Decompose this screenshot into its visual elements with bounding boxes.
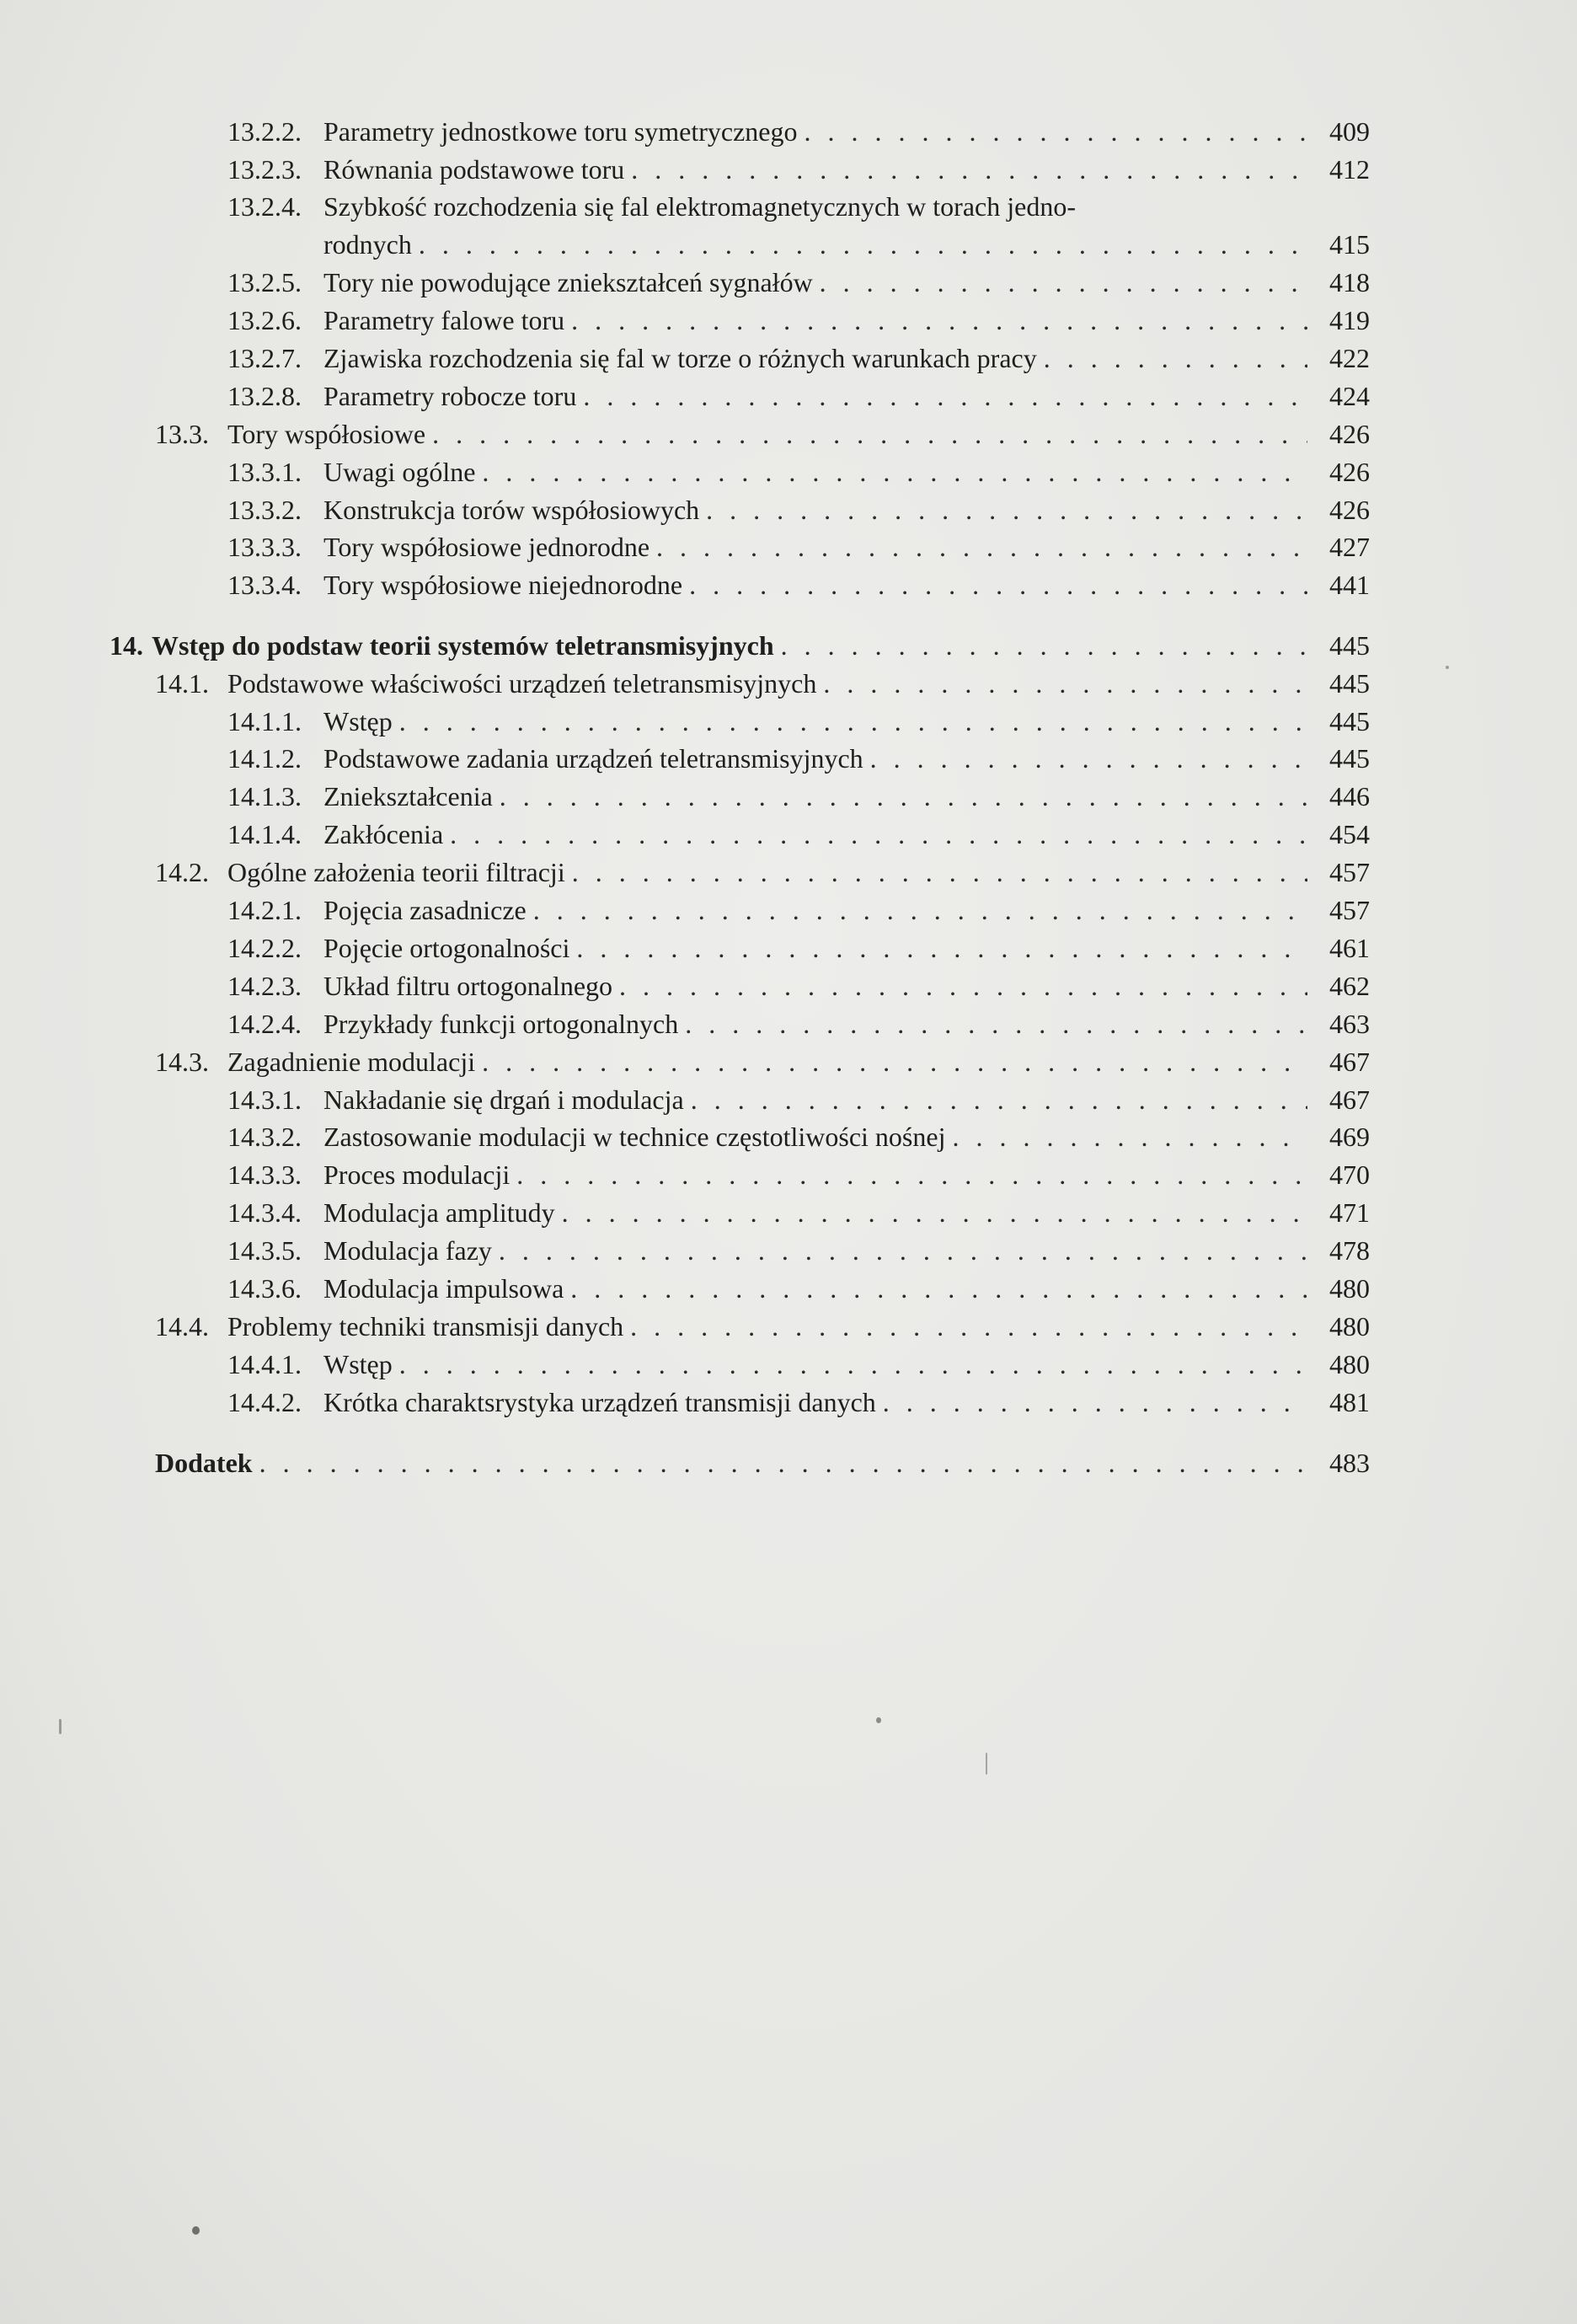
leader-dots <box>691 1083 1307 1116</box>
section-number: 13.3. <box>155 419 209 449</box>
toc-entry <box>227 1120 1370 1157</box>
leader-dots <box>572 855 1307 889</box>
leader-dots <box>619 969 1307 1003</box>
leader-dots <box>823 667 1307 700</box>
toc-entry <box>227 455 1370 492</box>
page-number: 424 <box>1329 381 1370 411</box>
page-number: 480 <box>1329 1311 1370 1341</box>
toc-entry <box>227 1272 1370 1309</box>
leader-dots <box>533 893 1307 927</box>
leader-dots <box>399 704 1307 738</box>
toc-entry <box>155 855 1370 892</box>
section-number: 14.3.4. <box>227 1197 302 1228</box>
leader-dots <box>399 1347 1307 1381</box>
chapter-number: 14. <box>110 630 143 661</box>
section-number: 13.2.4. <box>227 191 302 222</box>
section-title: Podstawowe zadania urządzeń teletransmisyjnych <box>323 743 863 774</box>
toc-entry <box>227 1196 1370 1233</box>
toc-entry <box>227 493 1370 530</box>
section-title: Pojęcia zasadnicze <box>323 895 527 925</box>
page-number: 467 <box>1329 1084 1370 1115</box>
section-title: Wstęp <box>323 706 393 736</box>
toc-entry <box>227 379 1370 416</box>
toc-entry <box>227 1347 1370 1384</box>
toc-entry <box>227 190 1370 227</box>
page-number: 445 <box>1329 706 1370 736</box>
section-title: Tory nie powodujące zniekształceń sygnałów <box>323 267 813 297</box>
section-number: 13.2.6. <box>227 305 302 335</box>
leader-dots <box>482 1045 1307 1079</box>
section-title: Wstęp <box>323 1349 393 1379</box>
toc-entry <box>227 1385 1370 1422</box>
leader-dots <box>583 379 1307 413</box>
paper-speck <box>876 1717 881 1723</box>
section-number: 14.3.6. <box>227 1273 302 1304</box>
section-number: 14.2.3. <box>227 971 302 1001</box>
toc-entry <box>227 341 1370 378</box>
section-title: Pojęcie ortogonalności <box>323 933 570 963</box>
paper-speck <box>192 2226 200 2235</box>
section-number: 13.2.5. <box>227 267 302 297</box>
page-number: 427 <box>1329 532 1370 562</box>
section-number: 13.2.2. <box>227 116 302 147</box>
toc-entry <box>227 265 1370 303</box>
section-title: Zniekształcenia <box>323 781 493 811</box>
page-number: 445 <box>1329 630 1370 661</box>
page-number: 480 <box>1329 1349 1370 1379</box>
section-title: Przykłady funkcji ortogonalnych <box>323 1009 679 1039</box>
leader-dots <box>706 493 1307 527</box>
page-number: 471 <box>1329 1197 1370 1228</box>
section-title: Problemy techniki transmisji danych <box>227 1311 624 1341</box>
page-number: 422 <box>1329 343 1370 373</box>
toc-entry <box>227 153 1370 190</box>
page-number: 446 <box>1329 781 1370 811</box>
section-title: Szybkość rozchodzenia się fal elektromagnetycznych w torach jedno- <box>323 191 1076 222</box>
section-number: 13.2.8. <box>227 381 302 411</box>
section-number: 14.3.5. <box>227 1235 302 1266</box>
toc-entry <box>227 779 1370 817</box>
page-number: 483 <box>1329 1448 1370 1478</box>
toc-entry <box>155 417 1370 454</box>
leader-dots <box>571 303 1307 337</box>
section-number: 14.4.1. <box>227 1349 302 1379</box>
paper-fiber <box>986 1753 987 1775</box>
section-title: rodnych <box>323 229 412 260</box>
section-title: Parametry robocze toru <box>323 381 577 411</box>
page-number: 454 <box>1329 819 1370 849</box>
leader-dots <box>562 1196 1307 1229</box>
section-title: Konstrukcja torów współosiowych <box>323 495 700 525</box>
page-number: 445 <box>1329 668 1370 699</box>
section-number: 13.3.1. <box>227 457 302 487</box>
section-title: Parametry jednostkowe toru symetrycznego <box>323 116 798 147</box>
section-title: Modulacja impulsowa <box>323 1273 564 1304</box>
section-number: 14.1. <box>155 668 209 699</box>
leader-dots <box>656 530 1307 564</box>
leader-dots <box>689 568 1307 602</box>
page-number: 457 <box>1329 857 1370 887</box>
page-number: 426 <box>1329 495 1370 525</box>
toc-entry <box>155 1309 1370 1347</box>
toc-appendix-entry <box>155 1446 1370 1483</box>
toc-entry <box>227 115 1370 152</box>
page-number: 463 <box>1329 1009 1370 1039</box>
leader-dots <box>952 1120 1307 1154</box>
toc-entry <box>227 817 1370 854</box>
leader-dots <box>499 1234 1307 1267</box>
section-number: 14.4. <box>155 1311 209 1341</box>
section-number: 13.3.4. <box>227 570 302 600</box>
section-title: Równania podstawowe toru <box>323 154 625 185</box>
section-number: 13.2.3. <box>227 154 302 185</box>
section-title: Parametry falowe toru <box>323 305 565 335</box>
paper-fiber <box>59 1719 61 1734</box>
section-number: 14.3.2. <box>227 1122 302 1152</box>
page-number: 418 <box>1329 267 1370 297</box>
section-number: 14.3. <box>155 1047 209 1077</box>
section-title: Modulacja amplitudy <box>323 1197 555 1228</box>
leader-dots <box>781 629 1307 662</box>
leader-dots <box>419 228 1307 261</box>
leader-dots <box>432 417 1307 451</box>
section-number: 14.2.1. <box>227 895 302 925</box>
section-number: 14.1.1. <box>227 706 302 736</box>
chapter-title: Wstęp do podstaw teorii systemów teletransmisyjnych <box>152 630 774 661</box>
page-number: 457 <box>1329 895 1370 925</box>
page-number: 469 <box>1329 1122 1370 1152</box>
page-number: 481 <box>1329 1387 1370 1417</box>
toc-entry <box>155 1045 1370 1082</box>
leader-dots <box>500 779 1307 813</box>
page-number: 415 <box>1329 229 1370 260</box>
page-number: 478 <box>1329 1235 1370 1266</box>
section-number: 14.2. <box>155 857 209 887</box>
section-number: 14.1.4. <box>227 819 302 849</box>
paper-speck <box>1446 666 1449 669</box>
section-title: Tory współosiowe niejednorodne <box>323 570 683 600</box>
leader-dots <box>805 115 1308 148</box>
toc-entry <box>227 1007 1370 1044</box>
toc-entry <box>155 667 1370 704</box>
section-title: Zastosowanie modulacji w technice częstotliwości nośnej <box>323 1122 946 1152</box>
leader-dots <box>630 1309 1307 1343</box>
page-number: 419 <box>1329 305 1370 335</box>
leader-dots <box>631 153 1307 186</box>
page-number: 480 <box>1329 1273 1370 1304</box>
leader-dots <box>570 1272 1307 1305</box>
toc-entry <box>227 303 1370 340</box>
toc-entry <box>227 1083 1370 1120</box>
page-number: 445 <box>1329 743 1370 774</box>
toc-entry-continuation <box>227 228 1370 265</box>
page-number: 462 <box>1329 971 1370 1001</box>
section-title: Proces modulacji <box>323 1159 511 1190</box>
section-number: 14.2.2. <box>227 933 302 963</box>
leader-dots <box>883 1385 1307 1419</box>
section-number: 14.1.2. <box>227 743 302 774</box>
section-title: Ogólne założenia teorii filtracji <box>227 857 565 887</box>
page-number: 441 <box>1329 570 1370 600</box>
page-number: 470 <box>1329 1159 1370 1190</box>
section-title: Tory współosiowe <box>227 419 426 449</box>
section-title: Uwagi ogólne <box>323 457 476 487</box>
section-number: 14.2.4. <box>227 1009 302 1039</box>
section-title: Zjawiska rozchodzenia się fal w torze o różnych warunkach pracy <box>323 343 1037 373</box>
section-number: 13.3.3. <box>227 532 302 562</box>
leader-dots <box>516 1158 1307 1191</box>
section-title: Zagadnienie modulacji <box>227 1047 476 1077</box>
section-number: 13.3.2. <box>227 495 302 525</box>
section-title: Krótka charaktsrystyka urządzeń transmisji danych <box>323 1387 876 1417</box>
section-number: 14.3.1. <box>227 1084 302 1115</box>
section-title: Zakłócenia <box>323 819 444 849</box>
leader-dots <box>870 742 1307 775</box>
toc-entry <box>227 742 1370 779</box>
leader-dots <box>450 817 1307 851</box>
toc-entry <box>227 704 1370 742</box>
leader-dots <box>685 1007 1307 1041</box>
page-number: 426 <box>1329 457 1370 487</box>
toc-entry <box>227 530 1370 567</box>
leader-dots <box>576 931 1307 965</box>
section-number: 14.1.3. <box>227 781 302 811</box>
page-number: 409 <box>1329 116 1370 147</box>
section-title: Modulacja fazy <box>323 1235 492 1266</box>
page-number: 412 <box>1329 154 1370 185</box>
leader-dots <box>259 1446 1307 1480</box>
section-title: Układ filtru ortogonalnego <box>323 971 613 1001</box>
page-number: 426 <box>1329 419 1370 449</box>
toc-entry <box>227 931 1370 968</box>
section-number: 13.2.7. <box>227 343 302 373</box>
appendix-title: Dodatek <box>155 1448 253 1478</box>
section-title: Tory współosiowe jednorodne <box>323 532 650 562</box>
toc-entry <box>227 568 1370 605</box>
leader-dots <box>482 455 1307 489</box>
toc-entry <box>227 893 1370 930</box>
page-number: 467 <box>1329 1047 1370 1077</box>
toc-chapter-entry <box>110 629 1370 666</box>
section-title: Podstawowe właściwości urządzeń teletransmisyjnych <box>227 668 817 699</box>
toc-entry <box>227 1234 1370 1271</box>
page-number: 461 <box>1329 933 1370 963</box>
section-number: 14.3.3. <box>227 1159 302 1190</box>
section-title: Nakładanie się drgań i modulacja <box>323 1084 684 1115</box>
leader-dots <box>820 265 1307 299</box>
toc-entry <box>227 1158 1370 1195</box>
toc-entry <box>227 969 1370 1006</box>
leader-dots <box>1044 341 1307 375</box>
section-number: 14.4.2. <box>227 1387 302 1417</box>
